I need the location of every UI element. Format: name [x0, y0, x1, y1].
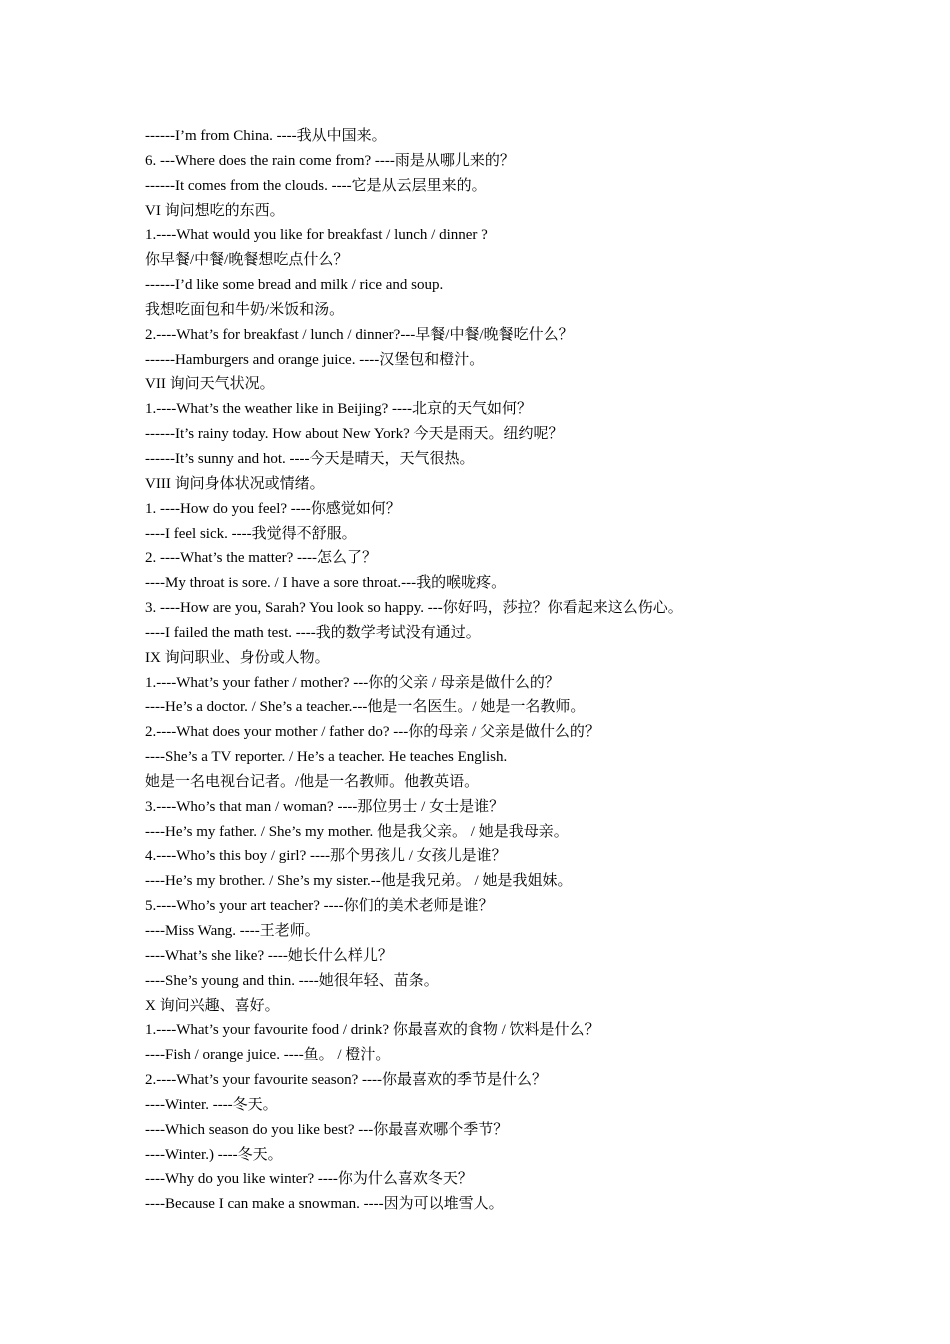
text-line: ----Fish / orange juice. ----鱼。 / 橙汁。	[145, 1047, 391, 1064]
text-line: ----Winter. ----冬天。	[145, 1096, 278, 1113]
text-line: 2.----What’s your favourite season? ----你最喜欢的季节是什么？	[145, 1072, 547, 1089]
text-line: ----She’s young and thin. ----她很年轻、苗条。	[145, 972, 439, 989]
text-line: 1.----What’s the weather like in Beijing? ----北京的天气如何？	[145, 401, 532, 418]
text-line: 4.----Who’s this boy / girl? ----那个男孩儿 / 女孩儿是谁？	[145, 848, 507, 865]
text-line: ----I feel sick. ----我觉得不舒服。	[145, 525, 357, 542]
text-line: 1.----What’s your father / mother? ---你的父亲 / 母亲是做什么的？	[145, 674, 560, 691]
text-line: ----Winter.) ----冬天。	[145, 1146, 283, 1163]
text-line: 6. ---Where does the rain come from? ----雨是从哪儿来的？	[145, 152, 515, 169]
section-heading: VII 询问天气状况。	[145, 376, 275, 393]
text-line: ----He’s a doctor. / She’s a teacher.---他是一名医生。/ 她是一名教师。	[145, 699, 586, 716]
text-line: 1. ----How do you feel? ----你感觉如何？	[145, 500, 401, 517]
text-line: ----What’s she like? ----她长什么样儿？	[145, 947, 393, 964]
text-line: ------Hamburgers and orange juice. ----汉堡包和橙汁。	[145, 351, 485, 368]
text-line: ------It’s rainy today. How about New York? 今天是雨天。纽约呢？	[145, 426, 564, 443]
text-line: 3. ----How are you, Sarah? You look so happy. ---你好吗，莎拉？你看起来这么伤心。	[145, 600, 683, 617]
section-heading: VIII 询问身体状况或情绪。	[145, 475, 325, 492]
text-line: 2. ----What’s the matter? ----怎么了？	[145, 550, 377, 567]
section-heading: X 询问兴趣、喜好。	[145, 997, 280, 1014]
section-heading: VI 询问想吃的东西。	[145, 202, 285, 219]
section-heading: IX 询问职业、身份或人物。	[145, 649, 330, 666]
text-line: 1.----What would you like for breakfast / lunch / dinner ?	[145, 227, 488, 244]
text-line: ----Because I can make a snowman. ----因为可以堆雪人。	[145, 1196, 504, 1213]
text-line: ------It comes from the clouds. ----它是从云层里来的。	[145, 177, 487, 194]
text-line: ------It’s sunny and hot. ----今天是晴天，天气很热。	[145, 450, 475, 467]
text-line: 她是一名电视台记者。/他是一名教师。他教英语。	[145, 773, 480, 790]
text-line: ------I’d like some bread and milk / rice and soup.	[145, 277, 444, 294]
text-line: 2.----What does your mother / father do? ---你的母亲 / 父亲是做什么的？	[145, 724, 600, 741]
text-line: 5.----Who’s your art teacher? ----你们的美术老师是谁？	[145, 898, 494, 915]
text-line: ----He’s my brother. / She’s my sister.--他是我兄弟。 / 她是我姐妹。	[145, 873, 573, 890]
text-line: ----She’s a TV reporter. / He’s a teacher. He teaches English.	[145, 749, 508, 766]
text-line: ----Which season do you like best? ---你最喜欢哪个季节？	[145, 1121, 509, 1138]
text-line: 2.----What’s for breakfast / lunch / dinner?---早餐/中餐/晚餐吃什么？	[145, 326, 574, 343]
text-line: 3.----Who’s that man / woman? ----那位男士 / 女士是谁？	[145, 798, 505, 815]
text-line: ----I failed the math test. ----我的数学考试没有通过。	[145, 624, 481, 641]
text-line: ----My throat is sore. / I have a sore throat.---我的喉咙疼。	[145, 575, 507, 592]
text-line: ----He’s my father. / She’s my mother. 他是我父亲。 / 她是我母亲。	[145, 823, 569, 840]
text-line: 我想吃面包和牛奶/米饭和汤。	[145, 301, 345, 318]
text-line: 你早餐/中餐/晚餐想吃点什么？	[145, 252, 349, 269]
text-line: ----Why do you like winter? ----你为什么喜欢冬天？	[145, 1171, 473, 1188]
text-line: 1.----What’s your favourite food / drink? 你最喜欢的食物 / 饮料是什么？	[145, 1022, 600, 1039]
text-line: ----Miss Wang. ----王老师。	[145, 923, 320, 939]
text-line: ------I’m from China. ----我从中国来。	[145, 128, 387, 144]
document-body	[145, 124, 925, 1217]
